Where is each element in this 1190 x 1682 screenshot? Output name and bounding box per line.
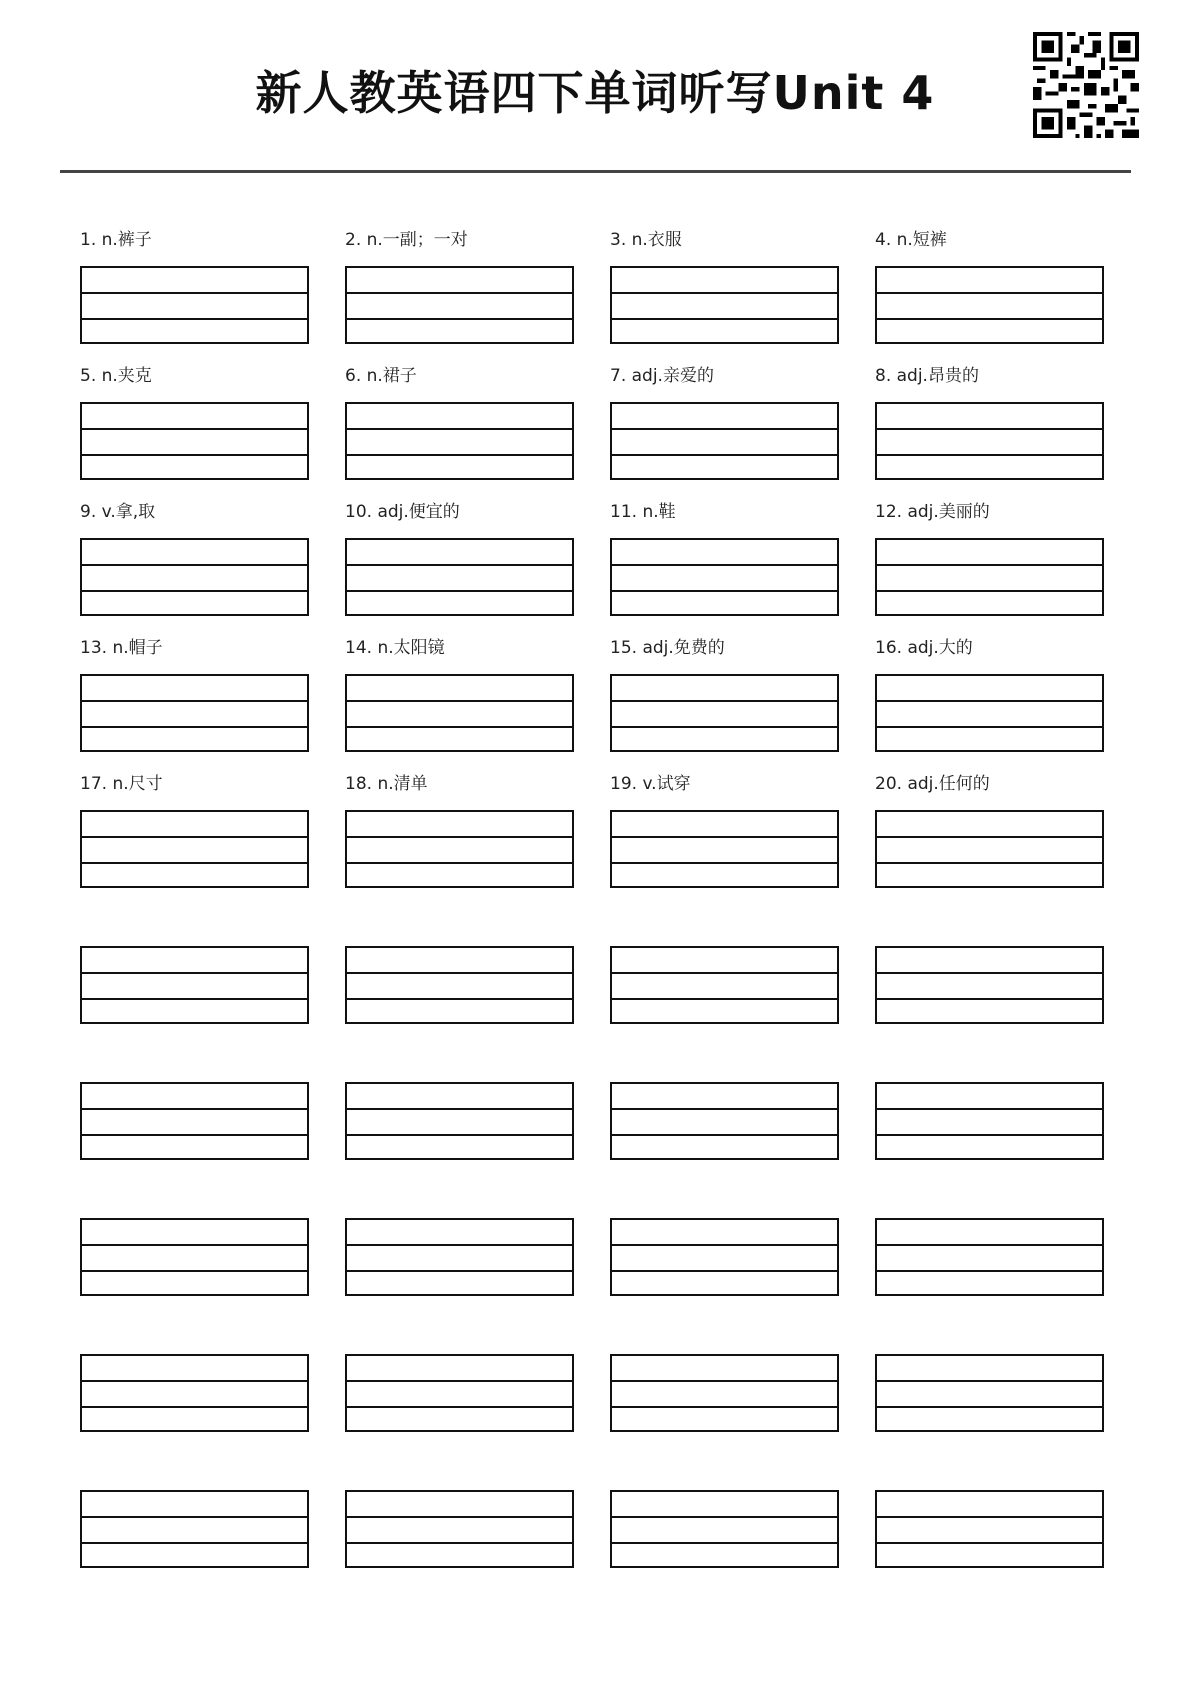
writing-guide-line <box>347 726 572 728</box>
writing-box[interactable] <box>80 946 309 1024</box>
item-label: 13. n.帽子 <box>80 638 163 658</box>
item-label <box>345 1454 574 1486</box>
writing-box[interactable] <box>875 266 1104 344</box>
writing-guide-line <box>347 972 572 974</box>
writing-guide-line <box>877 428 1102 430</box>
item-label: 8. adj.昂贵的 <box>875 366 979 386</box>
item-label <box>875 1046 1104 1078</box>
writing-guide-line <box>82 1270 307 1272</box>
writing-box[interactable] <box>345 1490 574 1568</box>
writing-guide-line <box>82 292 307 294</box>
item-label <box>875 1318 1104 1350</box>
item-label <box>345 1046 574 1078</box>
writing-guide-line <box>347 292 572 294</box>
item-label: 4. n.短裤 <box>875 230 947 250</box>
writing-guide-line <box>877 564 1102 566</box>
writing-guide-line <box>612 454 837 456</box>
writing-guide-line <box>877 1270 1102 1272</box>
writing-guide-line <box>877 454 1102 456</box>
dictation-item <box>80 1046 309 1182</box>
dictation-item <box>80 910 309 1046</box>
writing-guide-line <box>347 862 572 864</box>
writing-guide-line <box>347 454 572 456</box>
dictation-item <box>80 638 309 774</box>
writing-box[interactable] <box>80 266 309 344</box>
dictation-item <box>875 1046 1104 1182</box>
writing-box[interactable] <box>345 266 574 344</box>
writing-box[interactable] <box>875 674 1104 752</box>
item-label <box>610 1046 839 1078</box>
dictation-item <box>875 1454 1104 1590</box>
writing-box[interactable] <box>345 1218 574 1296</box>
dictation-item <box>80 230 309 366</box>
writing-box[interactable] <box>875 1082 1104 1160</box>
dictation-item <box>875 230 1104 366</box>
writing-guide-line <box>347 1406 572 1408</box>
item-label: 18. n.清单 <box>345 774 428 794</box>
dictation-item <box>610 1454 839 1590</box>
dictation-item <box>345 1318 574 1454</box>
writing-guide-line <box>877 726 1102 728</box>
writing-guide-line <box>347 700 572 702</box>
item-label: 14. n.太阳镜 <box>345 638 445 658</box>
dictation-item <box>80 1182 309 1318</box>
writing-guide-line <box>347 590 572 592</box>
writing-box[interactable] <box>875 402 1104 480</box>
item-label: 19. v.试穿 <box>610 774 691 794</box>
item-label: 9. v.拿,取 <box>80 502 156 522</box>
writing-guide-line <box>347 1108 572 1110</box>
item-label <box>875 910 1104 942</box>
writing-box[interactable] <box>345 1082 574 1160</box>
writing-box[interactable] <box>610 402 839 480</box>
writing-guide-line <box>877 318 1102 320</box>
writing-guide-line <box>347 1516 572 1518</box>
writing-guide-line <box>877 1516 1102 1518</box>
writing-guide-line <box>82 1542 307 1544</box>
writing-guide-line <box>82 972 307 974</box>
dictation-item <box>345 638 574 774</box>
writing-box[interactable] <box>345 538 574 616</box>
writing-guide-line <box>877 700 1102 702</box>
dictation-item <box>80 502 309 638</box>
writing-guide-line <box>612 836 837 838</box>
writing-guide-line <box>82 454 307 456</box>
dictation-item <box>345 230 574 366</box>
writing-guide-line <box>612 1516 837 1518</box>
dictation-item <box>80 774 309 910</box>
dictation-item <box>345 1046 574 1182</box>
dictation-item <box>610 1046 839 1182</box>
writing-guide-line <box>82 318 307 320</box>
dictation-item <box>610 638 839 774</box>
writing-guide-line <box>82 998 307 1000</box>
item-label: 17. n.尺寸 <box>80 774 163 794</box>
writing-guide-line <box>612 1108 837 1110</box>
item-label <box>875 1454 1104 1486</box>
writing-guide-line <box>877 1134 1102 1136</box>
writing-box[interactable] <box>80 1490 309 1568</box>
writing-box[interactable] <box>345 674 574 752</box>
writing-box[interactable] <box>610 538 839 616</box>
item-label <box>80 1046 309 1078</box>
dictation-item <box>875 774 1104 910</box>
writing-guide-line <box>612 1406 837 1408</box>
writing-guide-line <box>82 862 307 864</box>
writing-guide-line <box>877 1542 1102 1544</box>
item-label: 11. n.鞋 <box>610 502 676 522</box>
writing-box[interactable] <box>875 538 1104 616</box>
item-label <box>610 910 839 942</box>
item-label <box>875 1182 1104 1214</box>
writing-guide-line <box>612 564 837 566</box>
dictation-item <box>610 502 839 638</box>
writing-guide-line <box>877 1108 1102 1110</box>
writing-box[interactable] <box>875 1490 1104 1568</box>
writing-box[interactable] <box>80 402 309 480</box>
item-label <box>80 910 309 942</box>
writing-guide-line <box>877 998 1102 1000</box>
writing-box[interactable] <box>80 1218 309 1296</box>
dictation-item <box>345 910 574 1046</box>
writing-guide-line <box>612 428 837 430</box>
writing-box[interactable] <box>345 1354 574 1432</box>
writing-guide-line <box>347 836 572 838</box>
writing-guide-line <box>347 1244 572 1246</box>
writing-guide-line <box>612 972 837 974</box>
item-label <box>610 1454 839 1486</box>
writing-guide-line <box>612 318 837 320</box>
item-label <box>80 1182 309 1214</box>
page-title: 新人教英语四下单词听写Unit 4 <box>255 66 935 120</box>
dictation-item <box>610 910 839 1046</box>
writing-guide-line <box>612 1134 837 1136</box>
writing-guide-line <box>877 1244 1102 1246</box>
dictation-item <box>610 1182 839 1318</box>
writing-guide-line <box>82 1134 307 1136</box>
writing-box[interactable] <box>345 810 574 888</box>
dictation-item <box>875 638 1104 774</box>
item-label: 5. n.夹克 <box>80 366 152 386</box>
item-label: 1. n.裤子 <box>80 230 152 250</box>
writing-box[interactable] <box>80 1354 309 1432</box>
writing-guide-line <box>82 590 307 592</box>
writing-guide-line <box>612 726 837 728</box>
writing-box[interactable] <box>875 810 1104 888</box>
writing-box[interactable] <box>610 1218 839 1296</box>
writing-guide-line <box>82 1380 307 1382</box>
writing-guide-line <box>612 1542 837 1544</box>
dictation-item <box>80 1454 309 1590</box>
dictation-grid <box>80 230 1104 1590</box>
writing-box[interactable] <box>610 674 839 752</box>
writing-guide-line <box>612 1380 837 1382</box>
qr-code-icon <box>1033 32 1139 138</box>
writing-guide-line <box>82 700 307 702</box>
dictation-item <box>875 910 1104 1046</box>
dictation-item <box>80 1318 309 1454</box>
writing-guide-line <box>82 1244 307 1246</box>
writing-box[interactable] <box>610 946 839 1024</box>
dictation-item <box>610 1318 839 1454</box>
writing-guide-line <box>612 590 837 592</box>
item-label: 3. n.衣服 <box>610 230 682 250</box>
writing-box[interactable] <box>610 1354 839 1432</box>
writing-guide-line <box>347 428 572 430</box>
writing-guide-line <box>877 1380 1102 1382</box>
writing-guide-line <box>877 862 1102 864</box>
writing-guide-line <box>347 1270 572 1272</box>
item-label <box>610 1318 839 1350</box>
dictation-item <box>80 366 309 502</box>
writing-guide-line <box>612 700 837 702</box>
writing-guide-line <box>347 1542 572 1544</box>
item-label: 16. adj.大的 <box>875 638 973 658</box>
writing-guide-line <box>82 1516 307 1518</box>
dictation-item <box>345 774 574 910</box>
item-label <box>345 1182 574 1214</box>
writing-box[interactable] <box>875 1354 1104 1432</box>
item-label: 20. adj.任何的 <box>875 774 990 794</box>
dictation-item <box>345 1182 574 1318</box>
item-label: 12. adj.美丽的 <box>875 502 990 522</box>
dictation-item <box>610 774 839 910</box>
writing-box[interactable] <box>610 266 839 344</box>
writing-box[interactable] <box>80 810 309 888</box>
writing-guide-line <box>347 1134 572 1136</box>
item-label <box>345 1318 574 1350</box>
dictation-item <box>875 1318 1104 1454</box>
writing-guide-line <box>82 564 307 566</box>
writing-guide-line <box>82 428 307 430</box>
writing-box[interactable] <box>345 402 574 480</box>
writing-guide-line <box>82 836 307 838</box>
writing-box[interactable] <box>345 946 574 1024</box>
writing-box[interactable] <box>80 538 309 616</box>
writing-box[interactable] <box>875 946 1104 1024</box>
writing-guide-line <box>612 1270 837 1272</box>
writing-guide-line <box>877 972 1102 974</box>
dictation-item <box>610 366 839 502</box>
writing-guide-line <box>347 318 572 320</box>
writing-guide-line <box>82 1406 307 1408</box>
dictation-item <box>345 502 574 638</box>
writing-box[interactable] <box>80 1082 309 1160</box>
header-divider <box>60 170 1131 173</box>
dictation-item <box>345 1454 574 1590</box>
writing-guide-line <box>612 292 837 294</box>
writing-guide-line <box>612 1244 837 1246</box>
item-label: 7. adj.亲爱的 <box>610 366 714 386</box>
writing-box[interactable] <box>875 1218 1104 1296</box>
writing-guide-line <box>612 862 837 864</box>
writing-guide-line <box>347 1380 572 1382</box>
writing-guide-line <box>877 292 1102 294</box>
item-label: 15. adj.免费的 <box>610 638 725 658</box>
dictation-item <box>875 502 1104 638</box>
item-label <box>80 1454 309 1486</box>
writing-guide-line <box>347 998 572 1000</box>
writing-guide-line <box>877 590 1102 592</box>
writing-guide-line <box>877 1406 1102 1408</box>
dictation-item <box>875 1182 1104 1318</box>
writing-guide-line <box>82 726 307 728</box>
dictation-item <box>345 366 574 502</box>
writing-guide-line <box>877 836 1102 838</box>
item-label <box>610 1182 839 1214</box>
writing-guide-line <box>82 1108 307 1110</box>
writing-box[interactable] <box>610 810 839 888</box>
dictation-item <box>610 230 839 366</box>
writing-guide-line <box>347 564 572 566</box>
item-label: 10. adj.便宜的 <box>345 502 460 522</box>
item-label <box>345 910 574 942</box>
item-label: 6. n.裙子 <box>345 366 417 386</box>
writing-guide-line <box>612 998 837 1000</box>
item-label: 2. n.一副；一对 <box>345 230 468 250</box>
writing-box[interactable] <box>610 1082 839 1160</box>
writing-box[interactable] <box>80 674 309 752</box>
item-label <box>80 1318 309 1350</box>
dictation-item <box>875 366 1104 502</box>
writing-box[interactable] <box>610 1490 839 1568</box>
